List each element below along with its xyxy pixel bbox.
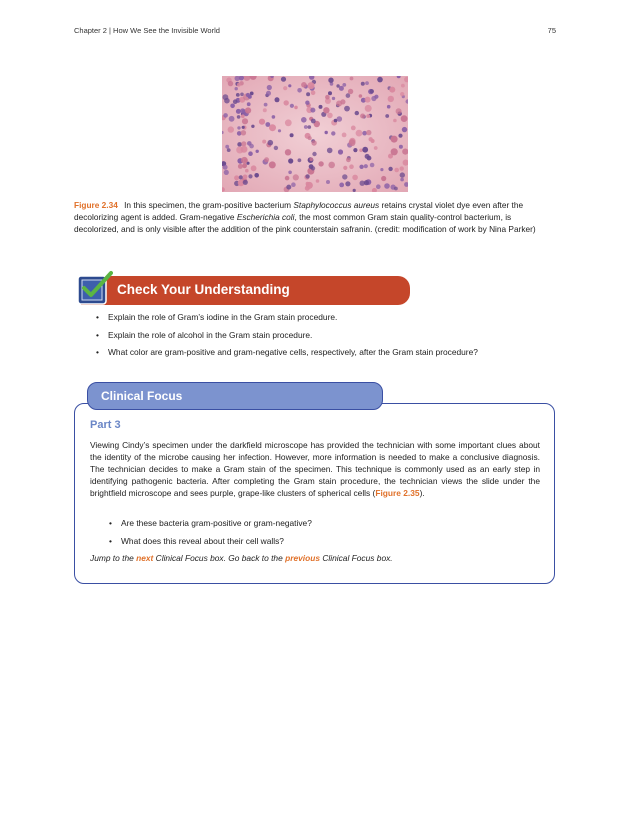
stained-cell-pink [391,136,398,143]
stained-cell-pink [352,175,358,181]
stained-cell-purple [274,146,278,150]
stained-cell-purple [331,131,335,135]
stained-cell-purple [248,174,252,178]
clinical-focus-questions [109,518,529,553]
stained-cell-purple [246,93,250,97]
stained-cell-pink [293,174,299,180]
stained-cell-purple [339,183,344,188]
list-item: • Explain the role of alcohol in the Gram stain procedure. [96,330,556,341]
stained-cell-purple [236,109,241,114]
stained-cell-purple [224,98,230,104]
stained-cell-pink [346,157,351,162]
stained-cell-pink [241,157,248,164]
stained-cell-purple [264,103,268,107]
stained-cell-purple [370,163,375,168]
stained-cell-purple [304,125,308,129]
stained-cell-purple [328,78,333,83]
stained-cell-purple [248,151,253,156]
stained-cell-purple [380,168,383,171]
stained-cell-purple [242,126,245,129]
stained-cell-pink [316,179,320,183]
stained-cell-purple [353,148,357,152]
stained-cell-purple [362,147,368,153]
stained-cell-purple [339,86,344,91]
stained-cell-purple [337,116,343,122]
stained-cell-purple [344,106,350,112]
stained-cell-purple [288,158,293,163]
stained-cell-pink [243,175,248,180]
stained-cell-purple [298,158,302,162]
stained-cell-purple [239,175,243,179]
stained-cell-pink [308,82,315,89]
stained-cell-purple [233,99,238,104]
stained-cell-pink [401,115,408,122]
stained-cell-purple [288,84,291,87]
stained-cell-purple [398,134,402,138]
stained-cell-pink [263,108,267,112]
stained-cell-pink [311,140,316,145]
stained-cell-purple [223,113,228,118]
stained-cell-purple [364,164,368,168]
figure-caption [74,199,556,236]
paragraph-text: Viewing Cindy’s specimen under the darkfield microscope has provided the technician with some important clues about the identity of the microbe causing her infection. However, more information is needed to make a conclusive diagnosis. The technician decides to make a Gram stain of the specimen. This technique is commonly used as an early step in identifying pathogenic bacteria. After completing the Gram stain procedure, the technician views the slide under the brightfield microscope and sees purple, grape-like clusters of spherical cells ( [90,440,540,499]
stained-cell-purple [345,181,350,186]
stained-cell-pink [388,96,394,102]
stained-cell-pink [360,114,365,119]
caption-text-1: In this specimen, the gram-positive bacterium [124,200,294,210]
clinical-focus-title: Clinical Focus [101,389,183,403]
stained-cell-pink [241,114,245,118]
figure-reference-link[interactable]: Figure 2.35 [375,488,420,499]
check-understanding-banner [81,276,410,305]
stained-cell-pink [241,130,246,135]
stained-cell-purple [291,182,296,187]
stained-cell-purple [290,133,294,137]
stained-cell-pink [348,89,353,94]
stained-cell-pink [359,149,363,153]
stained-cell-purple [266,91,271,96]
stained-cell-pink [241,141,246,146]
stained-cell-purple [319,105,323,109]
stained-cell-purple [236,93,240,97]
stained-cell-purple [286,185,291,190]
stained-cell-pink [343,166,347,170]
stained-cell-pink [349,164,354,169]
stained-cell-pink [285,176,290,181]
stained-cell-pink [381,176,386,181]
stained-cell-purple [326,180,330,184]
stained-cell-pink [359,94,363,98]
stained-cell-pink [351,126,356,131]
stained-cell-pink [269,161,276,168]
stained-cell-purple [399,145,403,149]
stained-cell-pink [301,82,307,88]
stained-cell-pink [245,107,251,113]
stained-cell-pink [311,91,316,96]
stained-cell-purple [272,115,276,119]
stained-cell-purple [224,170,229,175]
stained-cell-purple [355,111,359,115]
jump-middle: Clinical Focus box. Go back to the [153,553,286,563]
stained-cell-pink [328,162,335,169]
gram-stain-micrograph [222,76,408,192]
stained-cell-purple [361,82,365,86]
stained-cell-purple [388,167,392,171]
stained-cell-purple [281,77,286,82]
stained-cell-purple [237,142,242,147]
stained-cell-purple [327,148,333,154]
stained-cell-purple [311,119,316,124]
list-item: • What color are gram-positive and gram-negative cells, respectively, after the Gram stain procedure? [96,347,556,358]
stained-cell-pink [285,149,291,155]
stained-cell-purple [377,77,383,83]
stained-cell-pink [228,81,233,86]
checkbox-check-icon [77,270,113,306]
stained-cell-pink [349,139,356,146]
next-clinical-focus-link[interactable]: next [136,553,154,563]
stained-cell-pink [389,87,395,93]
stained-cell-pink [285,119,292,126]
stained-cell-purple [394,187,398,191]
stained-cell-purple [249,144,254,149]
stained-cell-purple [342,83,346,87]
stained-cell-purple [275,97,280,102]
stained-cell-purple [237,126,240,129]
clinical-focus-navigation [90,553,393,563]
check-understanding-list [96,312,556,365]
stained-cell-purple [325,131,328,134]
stained-cell-purple [306,92,310,96]
stained-cell-pink [264,157,269,162]
stained-cell-pink [366,130,371,135]
jump-prefix: Jump to the [90,553,137,563]
stained-cell-purple [400,172,405,177]
stained-cell-pink [294,106,298,110]
stained-cell-purple [312,152,316,156]
stained-cell-purple [308,125,312,129]
stained-cell-pink [396,108,402,114]
stained-cell-pink [391,148,398,155]
stained-cell-pink [327,113,333,119]
figure-label: Figure 2.34 [74,200,118,210]
stained-cell-purple [288,171,292,175]
jump-suffix: Clinical Focus box. [320,553,393,563]
stained-cell-purple [342,174,347,179]
list-item: • Explain the role of Gram’s iodine in the Gram stain procedure. [96,312,556,323]
stained-cell-pink [283,86,287,90]
stained-cell-purple [359,165,363,169]
clinical-focus-part: Part 3 [90,419,121,431]
stained-cell-pink [237,83,241,87]
stained-cell-purple [370,89,374,93]
stained-cell-purple [328,91,332,95]
stained-cell-pink [366,114,370,118]
stained-cell-pink [251,165,257,171]
stained-cell-pink [401,84,405,88]
stained-cell-pink [365,105,372,112]
stained-cell-purple [365,81,369,85]
stained-cell-purple [227,148,231,152]
stained-cell-pink [365,97,371,103]
stained-cell-purple [385,114,389,118]
stained-cell-purple [254,173,259,178]
stained-cell-pink [262,140,266,144]
stained-cell-pink [394,168,399,173]
stained-cell-purple [229,116,235,122]
stained-cell-purple [225,145,229,149]
stained-cell-purple [400,178,404,182]
stained-cell-purple [247,102,251,106]
list-item: • Are these bacteria gram-positive or gram-negative? [109,518,529,529]
stained-cell-purple [223,165,228,170]
stained-cell-pink [350,77,354,81]
stained-cell-purple [353,189,356,192]
stained-cell-pink [259,119,265,125]
stained-cell-purple [243,180,248,185]
stained-cell-pink [242,118,248,124]
page-number: 75 [547,26,556,35]
stained-cell-pink [308,136,312,140]
stained-cell-pink [340,99,345,104]
list-item: • What does this reveal about their cell walls? [109,536,529,547]
caption-species-2: Escherichia coli [236,212,295,223]
stained-cell-purple [256,150,259,153]
running-header-chapter: Chapter 2 | How We See the Invisible World [74,26,220,35]
stained-cell-purple [268,140,274,146]
stained-cell-purple [267,85,272,90]
stained-cell-purple [301,117,307,123]
stained-cell-pink [242,163,247,168]
stained-cell-pink [284,100,289,105]
stained-cell-purple [371,96,376,101]
stained-cell-purple [250,92,254,96]
caption-species-1: Staphylococcus aureus [293,200,380,210]
stained-cell-pink [325,95,330,100]
stained-cell-pink [238,164,243,169]
stained-cell-pink [228,126,234,132]
stained-cell-purple [235,87,238,90]
stained-cell-pink [241,146,248,153]
stained-cell-pink [369,137,373,141]
stained-cell-purple [310,108,315,113]
caption-text-3: , the most common Gram stain quality-control bacterium, is decolorized, and is only visible after the addition of the pink counterstain safranin. (credit: modification of work by Nina Parker) [74,212,536,235]
paragraph-end: ). [419,488,425,499]
stained-cell-purple [305,101,309,105]
stained-cell-pink [393,119,397,123]
stained-cell-purple [251,125,254,128]
stained-cell-purple [309,164,314,169]
stained-cell-purple [230,104,235,109]
stained-cell-purple [240,93,244,97]
stained-cell-purple [387,105,391,109]
clinical-focus-tab [87,382,383,410]
stained-cell-pink [400,166,404,170]
stained-cell-pink [400,92,404,96]
stained-cell-purple [364,180,369,185]
stained-cell-purple [305,174,309,178]
stained-cell-pink [323,107,329,113]
micrograph-image [222,76,408,192]
stained-cell-purple [240,108,245,113]
stained-cell-purple [376,184,381,189]
stained-cell-purple [332,97,335,100]
stained-cell-pink [234,175,239,180]
stained-cell-pink [318,161,323,166]
stained-cell-pink [374,146,378,150]
stained-cell-pink [245,169,249,173]
stained-cell-purple [278,129,281,132]
stained-cell-purple [297,88,302,93]
stained-cell-purple [384,183,390,189]
stained-cell-pink [342,133,347,138]
caption-text-2: retains crystal violet dye even after the decolorizing agent is added. Gram-negative [74,200,524,223]
check-understanding-title: Check Your Understanding [117,282,290,297]
clinical-focus-paragraph [90,439,540,499]
stained-cell-pink [310,158,314,162]
stained-cell-purple [237,115,241,119]
stained-cell-purple [402,127,407,132]
stained-cell-pink [269,124,276,131]
stained-cell-purple [290,104,294,108]
previous-clinical-focus-link[interactable]: previous [285,553,320,563]
stained-cell-purple [346,93,351,98]
stained-cell-pink [306,182,310,186]
stained-cell-purple [365,154,370,159]
stained-cell-pink [356,130,363,137]
stained-cell-purple [338,149,343,154]
